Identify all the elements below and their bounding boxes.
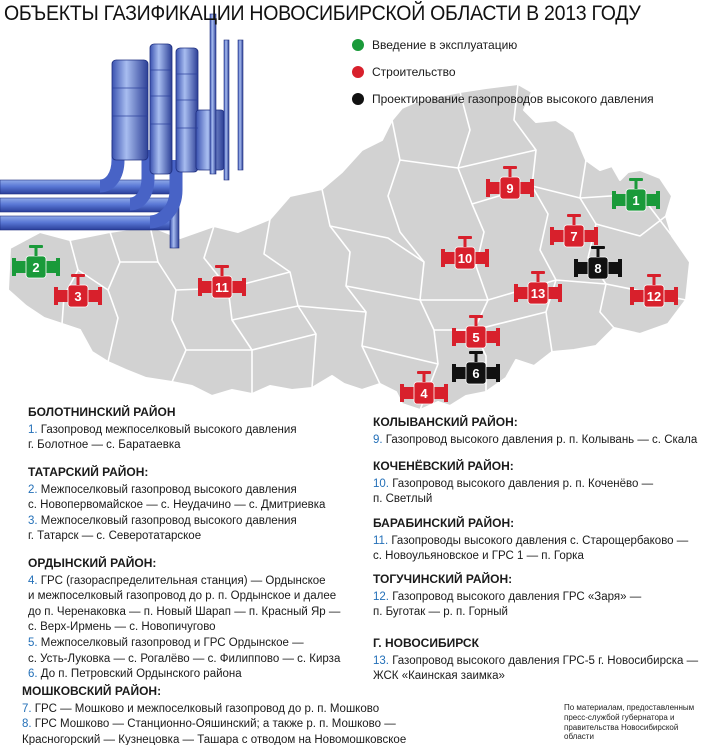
valve-part [417,371,431,374]
item-number: 3. [28,514,38,527]
district-tatarsky [28,465,325,545]
item-text: и межпоселковый газопровод до р. п. Ордынское и далее [28,590,337,603]
legend-label: Строительство [372,65,456,79]
district-moshkovsky [22,684,406,745]
item-number: 9. [373,433,383,446]
marker-number: 7 [570,229,578,244]
legend-label: Введение в эксплуатацию [372,38,518,52]
valve-part [574,259,578,277]
district-novosibirsk [373,636,698,685]
valve-part [400,384,404,402]
item-text: ГРС — Мошково и межпоселковый газопровод до р. п. Мошково [34,702,380,715]
valve-part [612,191,616,209]
valve-part [12,258,16,276]
item-text: с. Усть-Луковка — с. Рогалёво — с. Филиппово — с. Кирза [28,652,341,665]
item-text: ГРС (газораспределительная станция) — Ордынское [40,574,326,587]
marker-number: 6 [472,366,480,381]
valve-part [567,214,581,217]
item-text: с. Верх-Ирмень — с. Новопичугово [28,621,216,634]
valve-part [475,353,478,362]
valve-part [452,328,456,346]
valve-part [594,227,598,245]
valve-part [215,265,229,268]
item-text: Межпоселковый газопровод и ГРС Ордынское — [40,636,304,649]
marker-number: 9 [506,181,514,196]
valve-part [509,168,512,177]
valve-part [441,249,445,267]
item-number: 2. [28,483,38,496]
item-text: До п. Петровский Ордынского района [40,668,242,681]
item-number: 5. [28,636,38,649]
item-text: г. Татарск — с. Северотатарское [28,530,202,543]
valve-part [469,315,483,318]
valve-part [485,249,489,267]
district-ordynsky [28,556,340,683]
item-text: Межпоселковый газопровод высокого давления [40,483,297,496]
item-text: Межпоселковый газопровод высокого давления [40,514,297,527]
legend-label: Проектирование газопроводов высокого давления [372,92,654,106]
valve-part [591,246,605,249]
valve-part [77,276,80,285]
district-title: КОЛЫВАНСКИЙ РАЙОН: [373,415,518,429]
valve-part [475,317,478,326]
valve-part [98,287,102,305]
item-text: г. Болотное — с. Баратаевка [28,439,181,452]
item-number: 4. [28,574,38,587]
marker-number: 8 [594,261,602,276]
valve-part [464,238,467,247]
valve-part [486,179,490,197]
source-note: По материалам, предоставленным пресс-службой губернатора и правительства Новосибирской области [564,703,695,742]
item-number: 7. [22,702,32,715]
valve-part [503,166,517,169]
valve-part [514,284,518,302]
valve-part [56,258,60,276]
item-text: до п. Черенаковка — п. Новый Шарап — п. Красный Яр — [28,605,341,618]
valve-part [242,278,246,296]
valve-part [221,267,224,276]
valve-part [29,245,43,248]
valve-part [35,247,38,256]
marker-number: 2 [32,260,40,275]
item-text: Газопровод межпоселковый высокого давления [40,423,297,436]
valve-part [496,328,500,346]
marker-number: 11 [215,280,229,295]
marker-number: 1 [632,193,640,208]
valve-part [674,287,678,305]
valve-part [531,271,545,274]
district-toguchinsky [373,572,641,621]
valve-part [558,284,562,302]
valve-part [550,227,554,245]
item-text: Газопроводы высокого давления с. Старощербаково — [391,534,689,547]
marker-number: 12 [646,289,662,304]
valve-part [647,274,661,277]
marker-number: 4 [420,386,428,401]
district-barabinsky [373,516,688,565]
district-title: Г. НОВОСИБИРСК [373,636,479,650]
item-text: Газопровод высокого давления р. п. Колывань — с. Скала [385,433,698,446]
item-text: п. Буготак — р. п. Горный [373,606,508,619]
gas-plant-illustration [0,14,243,248]
district-bolotninsky [28,405,297,454]
item-number: 12. [373,590,389,603]
valve-part [653,276,656,285]
district-title: БОЛОТНИНСКИЙ РАЙОН [28,405,176,419]
valve-part [618,259,622,277]
district-title: БАРАБИНСКИЙ РАЙОН: [373,516,515,530]
valve-part [597,248,600,257]
marker-number: 5 [472,330,480,345]
item-text: Газопровод высокого давления р. п. Коченёво — [392,477,654,490]
marker-number: 3 [74,289,82,304]
valve-part [629,178,643,181]
valve-part [54,287,58,305]
legend-item-construction [352,65,456,79]
item-number: 8. [22,718,32,731]
valve-part [635,180,638,189]
district-title: КОЧЕНЁВСКИЙ РАЙОН: [373,459,514,473]
valve-part [469,351,483,354]
item-text: с. Новопервомайское — с. Неудачино — с. Дмитриевка [28,499,326,512]
legend-item-operation [352,38,517,52]
item-text: Газопровод высокого давления ГРС «Заря» — [392,590,642,603]
district-title: ОРДЫНСКИЙ РАЙОН: [28,556,157,570]
valve-part [656,191,660,209]
district-kolyvansky [373,415,697,448]
item-number: 1. [28,423,38,436]
item-number: 13. [373,654,389,667]
region-outline [8,84,690,410]
legend-item-design [352,92,654,106]
valve-part [198,278,202,296]
item-number: 11. [373,534,389,547]
valve-part [423,373,426,382]
valve-part [496,364,500,382]
black-dot-icon [352,93,364,105]
item-text: Красногорский — Кузнецовка — Ташара с отводом на Новомошковское [22,733,407,745]
valve-part [444,384,448,402]
valve-part [630,287,634,305]
district-title: ТАТАРСКИЙ РАЙОН: [28,465,149,479]
item-text: ГРС Мошково — Станционно-Ояшинский; а также р. п. Мошково — [31,718,396,731]
item-number: 6. [28,668,38,681]
marker-number: 10 [457,251,473,266]
valve-part [537,273,540,282]
green-dot-icon [352,39,364,51]
red-dot-icon [352,66,364,78]
district-title: ТОГУЧИНСКИЙ РАЙОН: [373,572,513,586]
page-title: ОБЪЕКТЫ ГАЗИФИКАЦИИ НОВОСИБИРСКОЙ ОБЛАСТИ В 2013 ГОДУ [4,2,641,25]
valve-part [573,216,576,225]
district-title: МОШКОВСКИЙ РАЙОН: [22,684,162,698]
valve-part [530,179,534,197]
item-text: п. Светлый [373,493,433,506]
item-number: 10. [373,477,389,490]
marker-number: 13 [530,286,546,301]
valve-part [458,236,472,239]
district-kochenevsky [373,459,653,508]
item-text: ЖСК «Каинская заимка» [373,670,505,683]
valve-part [71,274,85,277]
valve-part [452,364,456,382]
item-text: с. Новоульяновское и ГРС 1 — п. Горка [373,550,584,563]
item-text: Газопровод высокого давления ГРС-5 г. Новосибирска — [392,654,699,667]
